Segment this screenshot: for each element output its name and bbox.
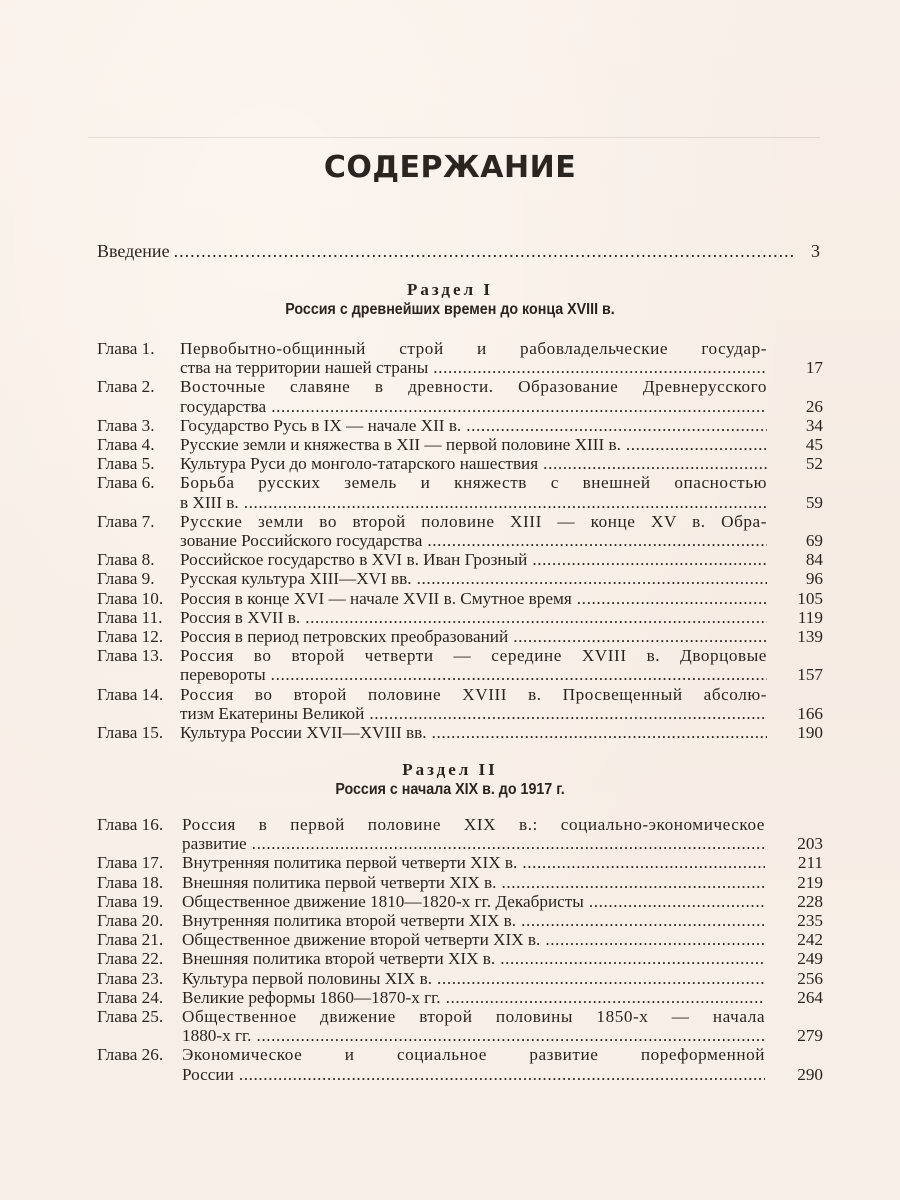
leader-dots [432, 723, 767, 742]
chapter-title-text: Русские земли и княжества в XII — первой половине XIII в. [180, 435, 621, 455]
chapter-title-text: Государство Русь в IX — начале XII в. [180, 415, 462, 435]
toc-section-1 [97, 339, 823, 742]
leader-dots [305, 608, 767, 627]
page-number: 105 [797, 588, 823, 608]
leader-dots [437, 969, 765, 988]
leader-dots [500, 949, 765, 968]
page-number: 119 [797, 607, 823, 627]
chapter-title-last-line [182, 834, 765, 853]
page-number: 45 [805, 435, 823, 455]
chapter-label: Глава 22. [97, 949, 164, 969]
chapter-title-text: государства [180, 396, 267, 416]
chapter-label: Глава 15. [97, 723, 164, 743]
chapter-title-text: Внутренняя политика первой четверти XIX в. [182, 853, 518, 873]
toc-entry [97, 1007, 823, 1045]
chapter-title-last-line [182, 892, 765, 911]
chapter-title-last-line [180, 550, 767, 569]
toc-entry [97, 608, 823, 627]
leader-dots [543, 454, 767, 473]
toc-entry [97, 454, 823, 473]
section-title: Россия с начала XIX в. до 1917 г. [335, 781, 565, 798]
chapter-title [182, 1045, 765, 1083]
toc-entry [97, 930, 823, 949]
chapter-title-line: Русские земли во второй половине XIII — конце XV в. Обра- [180, 511, 767, 531]
chapter-title [182, 1007, 765, 1045]
leader-dots [466, 416, 767, 435]
leader-dots [174, 241, 796, 262]
toc-entry [97, 815, 823, 853]
chapter-label: Глава 14. [97, 684, 164, 704]
chapter-title [180, 512, 767, 550]
chapter-title-last-line [180, 627, 767, 646]
chapter-title-line: Россия в первой половине XIX в.: социально-экономическое [182, 815, 765, 834]
intro-label: Введение [97, 241, 170, 261]
chapter-label: Глава 3. [97, 415, 155, 435]
chapter-title-last-line [180, 493, 767, 512]
chapter-title [180, 608, 767, 627]
chapter-title-text: тизм Екатерины Великой [180, 703, 365, 723]
chapter-title-text: Общественное движение второй четверти XIX в. [182, 930, 541, 950]
chapter-title-text: Общественное движение 1810—1820-х гг. Декабристы [182, 891, 584, 911]
chapter-title-text: Культура Руси до монголо-татарского нашествия [180, 454, 539, 474]
chapter-title-text: 1880-х гг. [182, 1026, 252, 1046]
chapter-title-text: развитие [182, 834, 247, 854]
section-title: Россия с древнейших времен до конца XVIII в. [285, 301, 615, 318]
chapter-title [180, 339, 767, 377]
page-number: 139 [797, 627, 823, 647]
chapter-label: Глава 5. [97, 454, 155, 474]
leader-dots [256, 1026, 765, 1045]
chapter-label: Глава 13. [97, 646, 164, 666]
chapter-title-last-line [180, 589, 767, 608]
chapter-title [182, 911, 765, 930]
chapter-title-last-line [180, 358, 767, 377]
chapter-title-last-line [182, 988, 765, 1007]
chapter-title-last-line [182, 853, 765, 872]
leader-dots [626, 435, 767, 454]
chapter-label: Глава 10. [97, 588, 164, 608]
chapter-title [180, 627, 767, 646]
chapter-label: Глава 26. [97, 1045, 164, 1065]
leader-dots [427, 531, 767, 550]
toc-entry [97, 339, 823, 377]
page-number: 190 [797, 723, 823, 743]
chapter-label: Глава 12. [97, 627, 164, 647]
chapter-title [180, 473, 767, 511]
toc-entry [97, 512, 823, 550]
chapter-title-last-line [180, 569, 767, 588]
chapter-label: Глава 24. [97, 987, 164, 1007]
chapter-title [180, 416, 767, 435]
leader-dots [433, 358, 767, 377]
chapter-title [180, 435, 767, 454]
toc-entry [97, 949, 823, 968]
leader-dots [271, 665, 767, 684]
chapter-title-last-line [182, 911, 765, 930]
chapter-title [182, 815, 765, 853]
page-title: СОДЕРЖАНИЕ [323, 150, 577, 185]
leader-dots [446, 988, 765, 1007]
chapter-title-text: Внешняя политика первой четверти XIX в. [182, 872, 497, 892]
chapter-label: Глава 11. [97, 607, 163, 627]
toc-entry [97, 569, 823, 588]
chapter-title-text: Внутренняя политика второй четверти XIX в. [182, 911, 517, 931]
chapter-title-last-line [182, 969, 765, 988]
chapter-label: Глава 2. [97, 377, 155, 397]
toc-entry [97, 550, 823, 569]
header-rule [88, 137, 820, 138]
chapter-title [180, 550, 767, 569]
page-number: 96 [805, 569, 823, 589]
chapter-label: Глава 23. [97, 968, 164, 988]
toc-entry [97, 892, 823, 911]
chapter-title-last-line [180, 397, 767, 416]
page-number: 3 [811, 241, 820, 261]
toc-entry [97, 416, 823, 435]
leader-dots [271, 397, 767, 416]
leader-dots [244, 493, 767, 512]
chapter-title-last-line [180, 454, 767, 473]
chapter-title-text: Внешняя политика второй четверти XIX в. [182, 949, 496, 969]
toc-entry [97, 377, 823, 415]
chapter-label: Глава 9. [97, 569, 155, 589]
chapter-title-text: Россия в период петровских преобразований [180, 627, 509, 647]
page-number: 52 [805, 454, 823, 474]
page-number: 249 [797, 949, 823, 969]
toc-entry [97, 969, 823, 988]
chapter-title [182, 892, 765, 911]
chapter-title-last-line [180, 608, 767, 627]
leader-dots [513, 627, 767, 646]
chapter-title [180, 454, 767, 473]
page-number: 235 [797, 911, 823, 931]
chapter-title-last-line [180, 723, 767, 742]
toc-entry [97, 1045, 823, 1083]
chapter-label: Глава 1. [97, 339, 155, 358]
page-number: 264 [797, 987, 823, 1007]
leader-dots [577, 589, 767, 608]
page-number: 69 [805, 531, 823, 551]
chapter-title-text: Культура России XVII—XVIII вв. [180, 723, 427, 743]
leader-dots [252, 834, 765, 853]
leader-dots [589, 892, 765, 911]
chapter-title-line: Борьба русских земель и княжеств с внешней опасностью [180, 473, 767, 493]
page-number: 228 [797, 891, 823, 911]
chapter-title-text: Россия в XVII в. [180, 607, 301, 627]
chapter-title-last-line [182, 949, 765, 968]
toc-entry [97, 685, 823, 723]
section-label: Раздел II [402, 760, 498, 779]
toc-entry [97, 646, 823, 684]
leader-dots [501, 873, 765, 892]
chapter-label: Глава 25. [97, 1007, 164, 1027]
chapter-title-text: Великие реформы 1860—1870-х гг. [182, 987, 441, 1007]
chapter-title-last-line [180, 665, 767, 684]
chapter-label: Глава 19. [97, 891, 164, 911]
chapter-title [182, 969, 765, 988]
chapter-label: Глава 6. [97, 473, 155, 493]
chapter-title [180, 723, 767, 742]
chapter-title-text: Культура первой половины XIX в. [182, 968, 433, 988]
section-label: Раздел I [407, 280, 493, 299]
page-number: 26 [805, 396, 823, 416]
toc-entry-intro [97, 241, 820, 262]
page-number: 84 [805, 550, 823, 570]
chapter-title-line: Россия во второй четверти — середине XVIII в. Дворцовые [180, 646, 767, 666]
toc-entry [97, 589, 823, 608]
chapter-title-last-line [182, 873, 765, 892]
section-heading-1 [0, 280, 900, 320]
chapter-title [182, 930, 765, 949]
chapter-title-last-line [180, 531, 767, 550]
chapter-title-line: Общественное движение второй половины 1850-х — начала [182, 1007, 765, 1027]
chapter-label: Глава 17. [97, 853, 164, 873]
page-number: 211 [797, 853, 823, 873]
chapter-title [180, 377, 767, 415]
page-number: 166 [797, 703, 823, 723]
chapter-title-line: Первобытно-общинный строй и рабовладельческие государ- [180, 339, 767, 358]
chapter-title-text: в XIII в. [180, 492, 239, 512]
chapter-title-last-line [180, 704, 767, 723]
leader-dots [369, 704, 767, 723]
toc-entry [97, 911, 823, 930]
chapter-title [182, 949, 765, 968]
page-number: 256 [797, 968, 823, 988]
chapter-title-text: перевороты [180, 665, 266, 685]
chapter-title-text: зование Российского государства [180, 531, 423, 551]
chapter-title-text: Российское государство в XVI в. Иван Грозный [180, 550, 528, 570]
leader-dots [532, 550, 767, 569]
chapter-label: Глава 21. [97, 930, 164, 950]
chapter-label: Глава 20. [97, 911, 164, 931]
chapter-title-last-line [180, 416, 767, 435]
chapter-title-line: Восточные славяне в древности. Образование Древнерусского [180, 377, 767, 397]
chapter-label: Глава 4. [97, 435, 155, 455]
chapter-label: Глава 18. [97, 872, 164, 892]
leader-dots [417, 569, 767, 588]
leader-dots [239, 1065, 765, 1084]
leader-dots [545, 930, 765, 949]
chapter-title [182, 873, 765, 892]
page-number: 279 [797, 1026, 823, 1046]
page-number: 34 [805, 415, 823, 435]
chapter-label: Глава 16. [97, 815, 164, 834]
chapter-title-line: Россия во второй половине XVIII в. Просвещенный абсолю- [180, 684, 767, 704]
chapter-title [180, 646, 767, 684]
toc-entry [97, 473, 823, 511]
chapter-title-text: ства на территории нашей страны [180, 358, 429, 378]
chapter-title-text: Россия в конце XVI — начале XVII в. Смутное время [180, 588, 572, 608]
chapter-title [182, 988, 765, 1007]
toc-entry [97, 627, 823, 646]
chapter-title-line: Экономическое и социальное развитие пореформенной [182, 1045, 765, 1065]
page-number: 290 [797, 1064, 823, 1084]
toc-entry [97, 873, 823, 892]
page-number: 59 [805, 492, 823, 512]
leader-dots [522, 853, 765, 872]
chapter-title-last-line [182, 1026, 765, 1045]
chapter-title [182, 853, 765, 872]
toc-entry [97, 435, 823, 454]
toc-entry [97, 988, 823, 1007]
page-number: 219 [797, 872, 823, 892]
toc-section-2 [97, 815, 823, 1084]
toc-entry [97, 723, 823, 742]
chapter-title-text: Русская культура XIII—XVI вв. [180, 569, 412, 589]
chapter-title [180, 569, 767, 588]
chapter-title [180, 685, 767, 723]
page-number: 203 [797, 834, 823, 854]
chapter-title-last-line [180, 435, 767, 454]
page-number: 242 [797, 930, 823, 950]
section-heading-2 [0, 760, 900, 800]
toc-entry [97, 853, 823, 872]
chapter-label: Глава 7. [97, 511, 155, 531]
chapter-label: Глава 8. [97, 550, 155, 570]
chapter-title-text: России [182, 1064, 234, 1084]
page-number: 17 [805, 358, 823, 378]
leader-dots [521, 911, 765, 930]
chapter-title-last-line [182, 1065, 765, 1084]
chapter-title [180, 589, 767, 608]
chapter-title-last-line [182, 930, 765, 949]
page-number: 157 [797, 665, 823, 685]
